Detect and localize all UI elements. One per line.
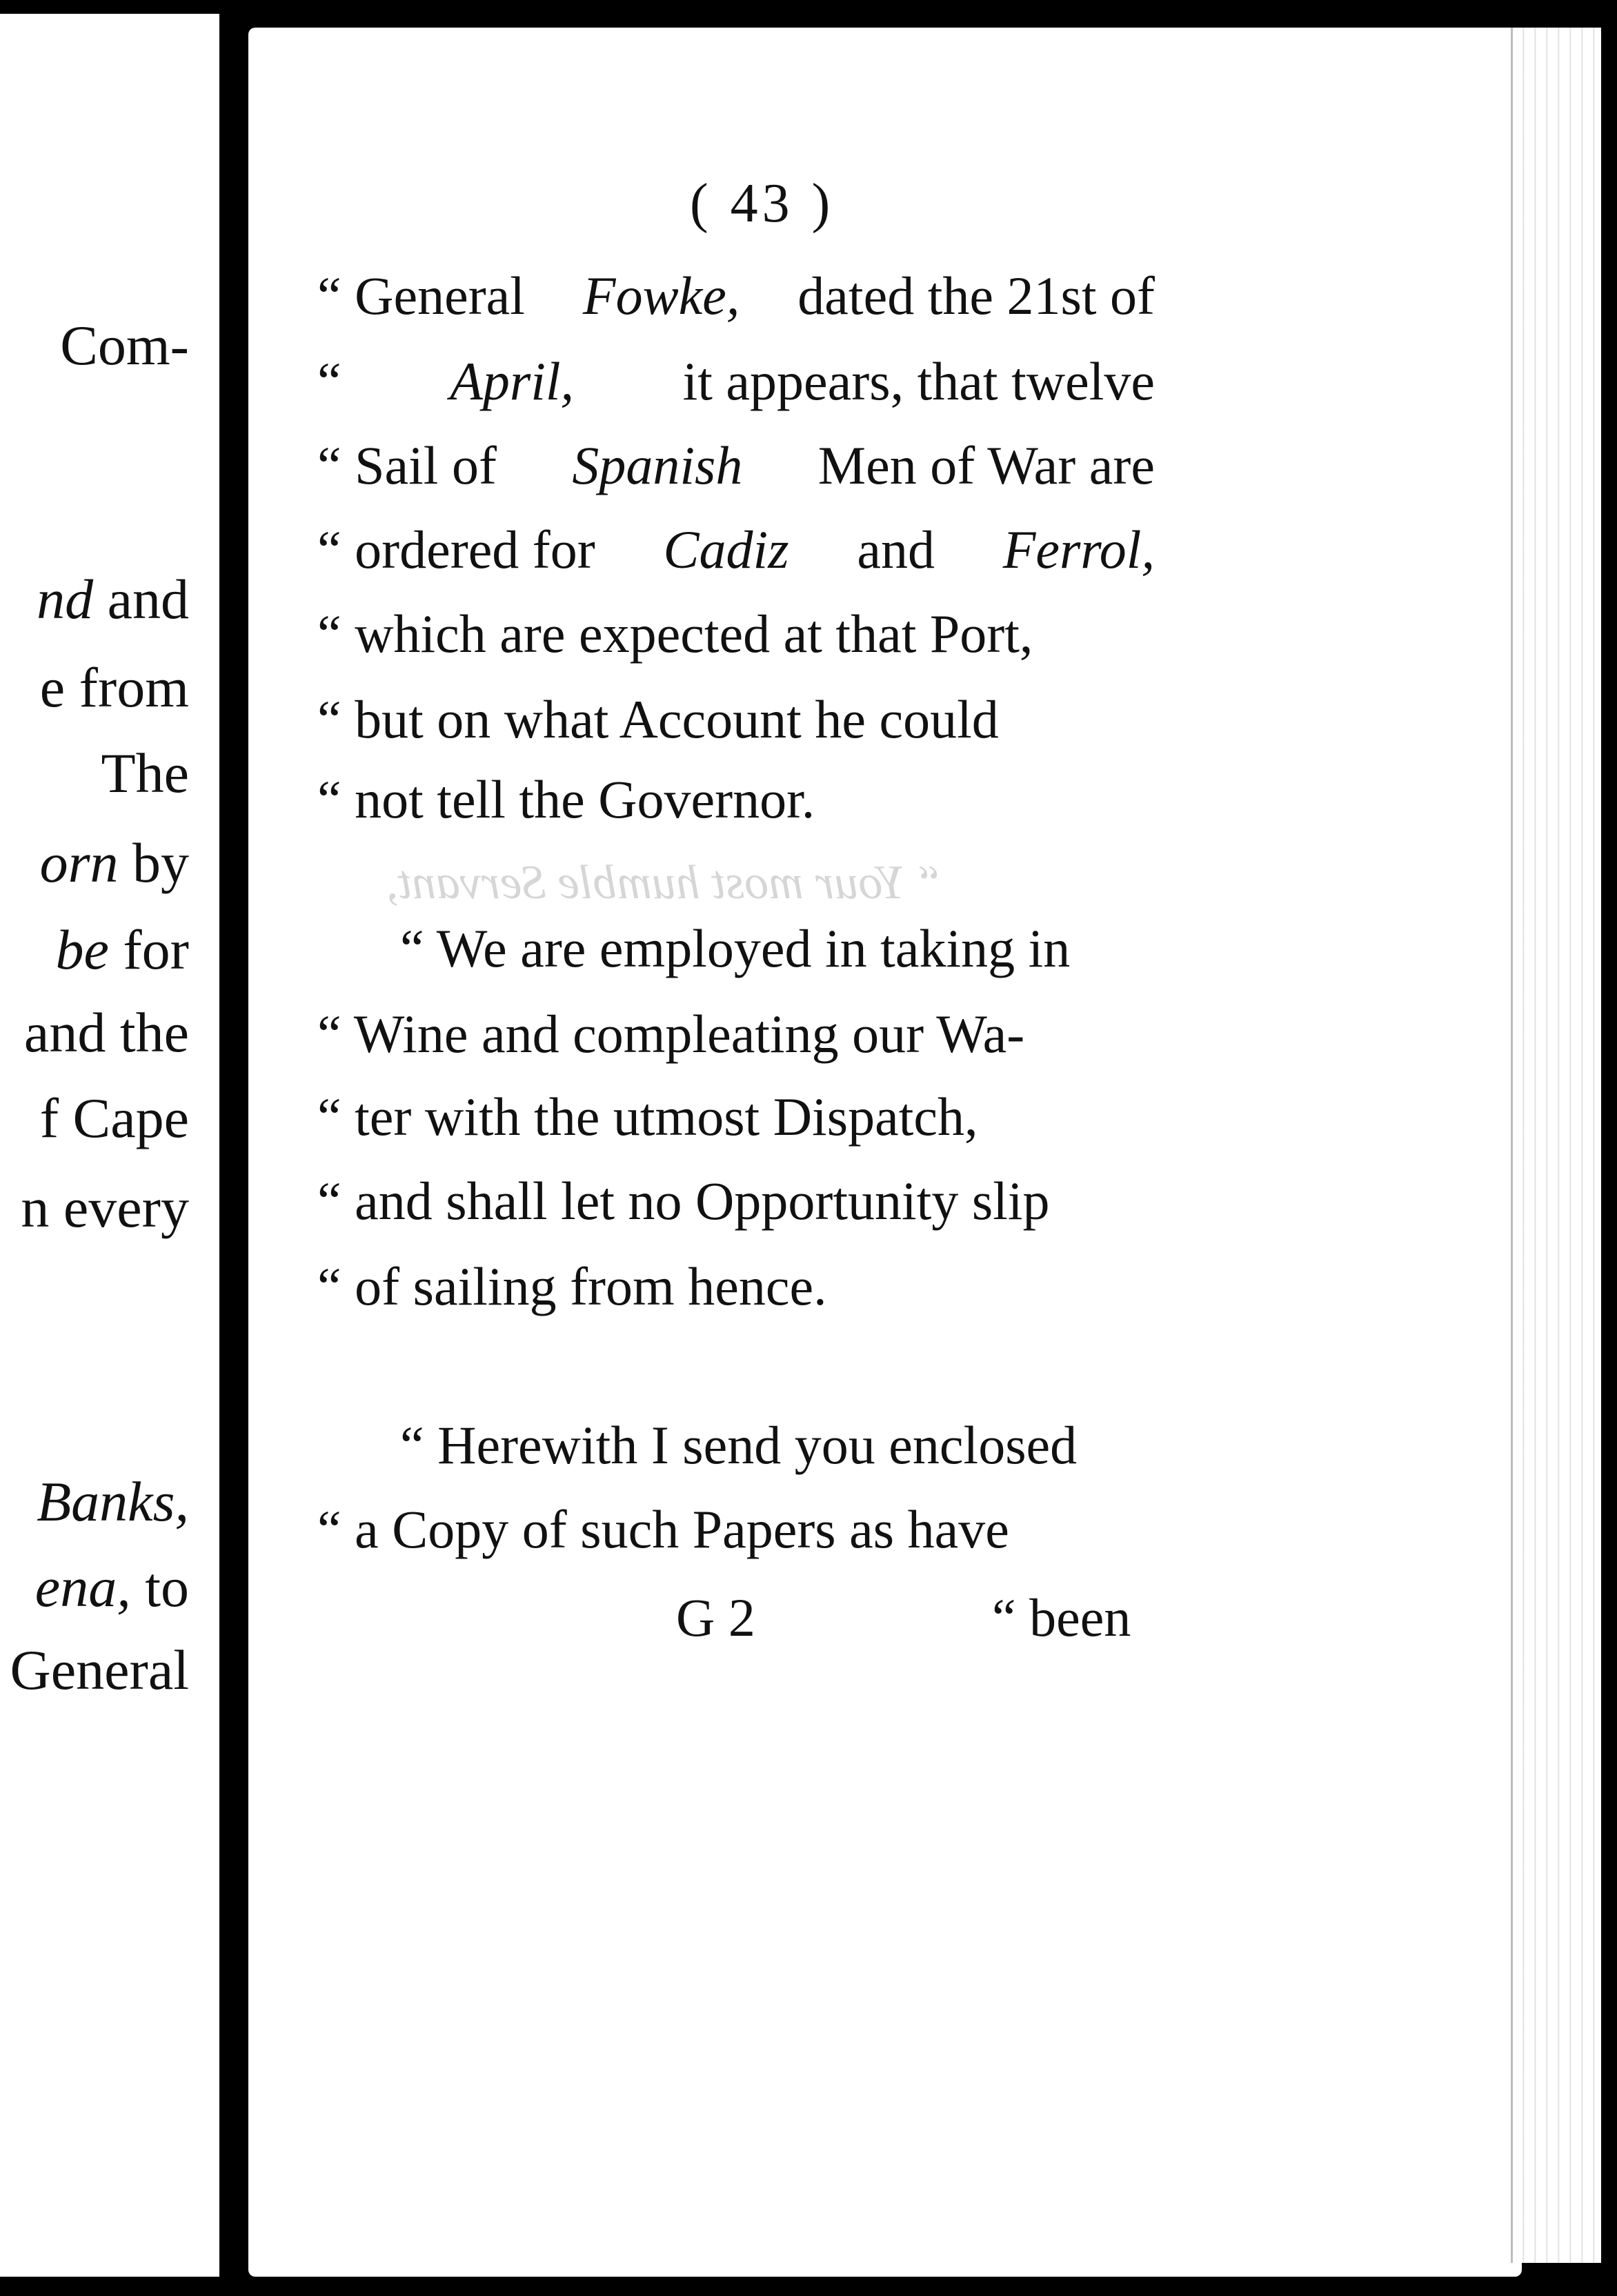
page-number: ( 43 ) (690, 173, 835, 234)
p1-line-6: “ but on what Account he could (317, 689, 999, 749)
p2-line-3: “ ter with the utmost Dispatch, (317, 1087, 978, 1147)
left-facing-page (0, 14, 219, 2277)
catchword: “ been (992, 1587, 1131, 1647)
signature-mark: G 2 (676, 1587, 755, 1647)
p3-line-1: “ Herewith I send you enclosed (400, 1415, 1078, 1475)
p1-line-7: “ not tell the Governor. (317, 769, 815, 829)
left-line-6: be for (55, 918, 189, 981)
p1-line-3: “ Sail of Spanish Men of War are (317, 435, 1155, 495)
left-line-4: The (101, 742, 189, 804)
left-line-5: orn by (39, 831, 189, 894)
p2-line-4: “ and shall let no Opportunity slip (317, 1171, 1050, 1231)
p1-line-5: “ which are expected at that Port, (317, 604, 1033, 664)
left-line-7: and the (23, 1001, 189, 1064)
left-line-10: Banks, (37, 1470, 189, 1533)
bleed-through-text: “ Your most humble Servant, (386, 856, 944, 909)
p2-line-2: “ Wine and compleating our Wa- (317, 1004, 1025, 1064)
left-line-9: n every (21, 1176, 189, 1239)
p1-line-2: “ April, it appears, that twelve (317, 351, 1155, 411)
page-edges (1511, 28, 1601, 2263)
p2-line-5: “ of sailing from hence. (317, 1256, 827, 1316)
p2-line-1: “ We are employed in taking in (400, 918, 1071, 978)
left-line-2: nd and (37, 568, 189, 631)
left-line-8: f Cape (39, 1087, 189, 1149)
p1-line-4: “ ordered for Cadiz and Ferrol, (317, 519, 1155, 580)
book-gutter (219, 0, 248, 2296)
left-line-12: General (10, 1639, 189, 1701)
left-line-1: Com- (60, 314, 189, 377)
p1-line-1: “ General Fowke, dated the 21st of (317, 266, 1155, 326)
left-line-3: e from (39, 656, 189, 719)
left-line-11: ena, to (34, 1556, 189, 1619)
p3-line-2: “ a Copy of such Papers as have (317, 1499, 1009, 1559)
